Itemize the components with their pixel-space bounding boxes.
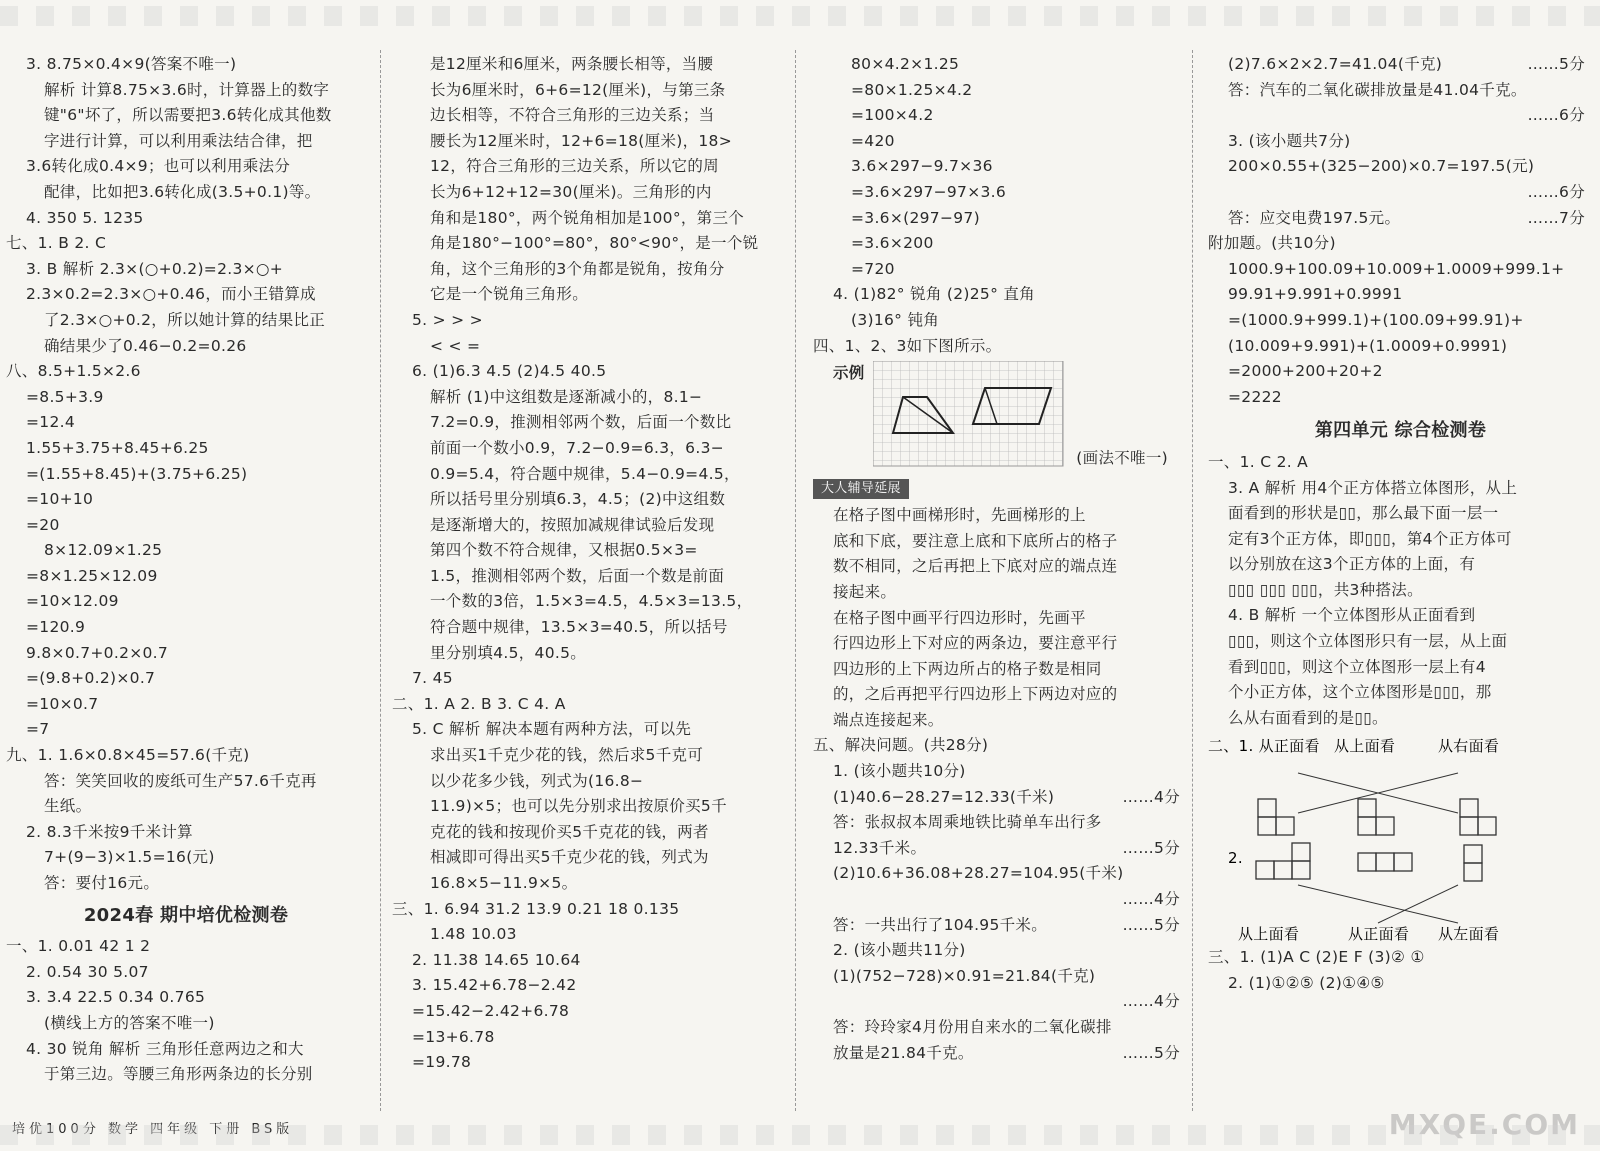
scored-line-points xyxy=(1585,78,1593,104)
text-line: 3.6×297−9.7×36 xyxy=(851,157,993,176)
scored-line xyxy=(813,887,1188,913)
text-line: =8×1.25×12.09 xyxy=(26,566,158,585)
text-line: 第四个数不符合规律，又根据0.5×3= xyxy=(430,541,698,560)
scored-line-text: (2)7.6×2×2.7=41.04(千克) xyxy=(1228,55,1443,73)
text-line: 答：笑笑回收的废纸可生产57.6千克再 xyxy=(44,771,317,790)
scored-line-text: (2)10.6+36.08+28.27=104.95(千米) xyxy=(833,864,1124,883)
scored-line-points: ……5分 xyxy=(1122,915,1180,934)
text-line: ▯▯▯，则这个立体图形只有一层，从上面 xyxy=(1228,632,1508,651)
text-line: =12.4 xyxy=(26,413,75,432)
text-line: 以分别放在这3个正方体的上面，有 xyxy=(1228,555,1476,574)
text-line: (3)16° 钝角 xyxy=(851,310,940,329)
text-line: 求出买1千克少花的钱，然后求5千克可 xyxy=(430,746,704,765)
page-footer: 培优100分 数学 四年级 下册 BS版 xyxy=(12,1122,294,1137)
text-line: 角，这个三角形的3个角都是锐角，按角分 xyxy=(430,259,725,278)
text-line: 个小正方体，这个立体图形是▯▯▯，那 xyxy=(1228,683,1492,702)
text-line: 3. 15.42+6.78−2.42 xyxy=(412,976,577,995)
text-line: 么从右面看到的是▯▯。 xyxy=(1228,708,1388,727)
text-line: 长为6厘米时，6+6=12(厘米)，与第三条 xyxy=(430,80,726,99)
text-line: 确结果少了0.46−0.2=0.26 xyxy=(44,336,247,355)
scored-line xyxy=(1208,180,1593,206)
text-line: 底和下底，要注意上底和下底所占的格子 xyxy=(833,531,1118,550)
scored-line-points xyxy=(1180,810,1188,836)
text-line: 3. 3.4 22.5 0.34 0.765 xyxy=(26,988,206,1007)
scored-line-text: 答：玲玲家4月份用自来水的二氧化碳排 xyxy=(833,1018,1112,1036)
text-line: 克花的钱和按现价买5千克花的钱，两者 xyxy=(430,822,709,841)
scored-line-text: 3. (该小题共7分) xyxy=(1228,131,1351,150)
text-line: =2000+200+20+2 xyxy=(1228,362,1383,381)
scored-line xyxy=(813,989,1188,1015)
scored-line-text: 答：汽车的二氧化碳排放量是41.04千克。 xyxy=(1228,80,1527,99)
top-wave-border xyxy=(0,6,1600,26)
text-line: =100×4.2 xyxy=(851,106,934,125)
text-line: 3. B 解析 2.3×(○+0.2)=2.3×○+ xyxy=(26,259,284,278)
text-line: =2222 xyxy=(1228,387,1282,406)
text-line: =7 xyxy=(26,720,50,739)
text-line: 字进行计算，可以利用乘法结合律，把 xyxy=(44,131,313,150)
text-line: =(1000.9+999.1)+(100.09+99.91)+ xyxy=(1228,310,1524,329)
text-line: 面看到的形状是▯▯，那么最下面一层一 xyxy=(1228,504,1499,523)
scored-line-text: (1)(752−728)×0.91=21.84(千克) xyxy=(833,966,1096,985)
text-line: 2.3×0.2=2.3×○+0.46，而小王错算成 xyxy=(26,285,316,304)
text-line: =19.78 xyxy=(412,1053,472,1072)
text-line: 看到▯▯▯，则这个立体图形一层上有4 xyxy=(1228,657,1486,676)
text-line: 它是一个锐角三角形。 xyxy=(430,285,589,304)
bottom-wave-border xyxy=(0,1125,1600,1145)
text-line: 三、1. 6.94 31.2 13.9 0.21 18 0.135 xyxy=(392,899,680,918)
scored-line-points xyxy=(1585,129,1593,155)
text-line: 1. (该小题共10分) xyxy=(833,762,966,781)
text-line: 所以括号里分别填6.3，4.5；(2)中这组数 xyxy=(430,490,726,509)
text-line: 3.6转化成0.4×9；也可以利用乘法分 xyxy=(26,157,291,176)
text-line: 了2.3×○+0.2，所以她计算的结果比正 xyxy=(44,310,326,329)
text-line: =20 xyxy=(26,515,60,534)
text-line: 是逐渐增大的，按照加减规律试验后发现 xyxy=(430,515,715,534)
scored-line-text: 12.33千米。 xyxy=(833,838,927,857)
text-line: 2. 8.3千米按9千米计算 xyxy=(26,822,193,841)
text-line: 八、8.5+1.5×2.6 xyxy=(6,362,141,381)
text-line: 6. (1)6.3 4.5 (2)4.5 40.5 xyxy=(412,362,607,381)
text-line: 一个数的3倍，1.5×3=4.5，4.5×3=13.5， xyxy=(430,592,753,611)
text-line: 1000.9+100.09+10.009+1.0009+999.1+ xyxy=(1228,259,1565,278)
text-line: 1.5，推测相邻两个数，后面一个数是前面 xyxy=(430,566,725,585)
text-line: 0.9=5.4，符合题中规律，5.4−0.9=4.5， xyxy=(430,464,740,483)
text-line: 七、1. B 2. C xyxy=(6,234,107,253)
scored-line-text: 答：应交电费197.5元。 xyxy=(1228,208,1401,227)
text-line: 12，符合三角形的三边关系，所以它的周 xyxy=(430,157,719,176)
example-figure xyxy=(813,361,1188,471)
scored-line xyxy=(813,810,1188,836)
text-line: 11.9)×5；也可以先分别求出按原价买5千 xyxy=(430,797,727,816)
text-line: 九、1. 1.6×0.8×45=57.6(千克) xyxy=(6,746,250,765)
text-line: 7. 45 xyxy=(412,669,453,688)
text-line: 角和是180°，两个锐角相加是100°，第三个 xyxy=(430,208,745,227)
scored-line-text: 答：张叔叔本周乘地铁比骑单车出行多 xyxy=(833,813,1102,832)
text-line: =10×12.09 xyxy=(26,592,119,611)
text-line: 4. B 解析 一个立体图形从正面看到 xyxy=(1228,606,1476,625)
scored-line xyxy=(1208,78,1593,104)
text-line: 1.55+3.75+8.45+6.25 xyxy=(26,438,209,457)
views-diagram xyxy=(1208,733,1593,943)
scored-line-text: 200×0.55+(325−200)×0.7=197.5(元) xyxy=(1228,157,1535,176)
text-line: 80×4.2×1.25 xyxy=(851,55,960,73)
text-line: =120.9 xyxy=(26,618,86,637)
text-line: 5. C 解析 解决本题有两种方法，可以先 xyxy=(412,720,692,739)
text-line: 四边形的上下两边所占的格子数是相同 xyxy=(833,659,1102,678)
text-line: 生纸。 xyxy=(44,797,92,816)
text-line: 腰长为12厘米时，12+6=18(厘米)，18> xyxy=(430,131,733,150)
scored-line-points xyxy=(1180,964,1188,990)
text-line: 二、1. A 2. B 3. C 4. A xyxy=(392,694,566,713)
scored-line-text: 2. (该小题共11分) xyxy=(833,941,966,960)
text-line: =15.42−2.42+6.78 xyxy=(412,1001,570,1020)
scored-line-points: ……5分 xyxy=(1122,1043,1180,1062)
text-line: 符合题中规律，13.5×3=40.5，所以括号 xyxy=(430,618,728,637)
text-line: 1.48 10.03 xyxy=(430,925,517,944)
text-line: 前面一个数小0.9，7.2−0.9=6.3，6.3− xyxy=(430,438,725,457)
scored-line xyxy=(813,836,1188,862)
text-line: 一、1. C 2. A xyxy=(1208,452,1309,471)
text-line: 一、1. 0.01 42 1 2 xyxy=(6,937,151,956)
text-line: 3. 8.75×0.4×9(答案不唯一) xyxy=(26,55,237,73)
text-line: =(1.55+8.45)+(3.75+6.25) xyxy=(26,464,248,483)
text-line: 解析 计算8.75×3.6时，计算器上的数字 xyxy=(44,80,330,99)
scored-line-points xyxy=(1180,1015,1188,1041)
scored-line xyxy=(1208,206,1593,232)
text-line: 2. 11.38 14.65 10.64 xyxy=(412,950,581,969)
grid-trapezoid-parallelogram xyxy=(873,361,1073,469)
text-line: =10+10 xyxy=(26,490,94,509)
scored-line-points: ……5分 xyxy=(1122,838,1180,857)
text-line: 五、解决问题。(共28分) xyxy=(813,736,989,755)
text-line: =10×0.7 xyxy=(26,694,99,713)
text-line: 解析 (1)中这组数是逐渐减小的，8.1− xyxy=(430,387,703,406)
views-bottom-label-1: 从上面看 xyxy=(1238,925,1300,944)
text-line: =720 xyxy=(851,259,895,278)
column-1 xyxy=(6,52,366,1111)
text-line: 9.8×0.7+0.2×0.7 xyxy=(26,643,169,662)
text-line: 接起来。 xyxy=(833,582,897,601)
text-line: =3.6×297−97×3.6 xyxy=(851,182,1007,201)
text-line: 4. (1)82° 锐角 (2)25° 直角 xyxy=(833,285,1035,304)
scored-line-points xyxy=(1180,861,1188,887)
views-top-label-1: 二、1. 从正面看 xyxy=(1208,737,1320,756)
watermark: MXQE.COM xyxy=(1388,1108,1580,1141)
scored-line-text: 放量是21.84千克。 xyxy=(833,1043,974,1062)
scored-line xyxy=(813,1041,1188,1067)
text-line: 三、1. (1)A C (2)E F (3)② ① xyxy=(1208,948,1425,967)
text-line: =80×1.25×4.2 xyxy=(851,80,973,99)
scored-line-points: ……4分 xyxy=(1122,992,1180,1011)
scored-line xyxy=(813,964,1188,990)
views-q2-label: 2. xyxy=(1228,849,1243,868)
text-line: 在格子图中画平行四边形时，先画平 xyxy=(833,608,1086,627)
text-line: 4. 30 锐角 解析 三角形任意两边之和大 xyxy=(26,1039,304,1058)
figure-note: (画法不唯一) xyxy=(1076,448,1168,467)
text-line: 里分别填4.5，40.5。 xyxy=(430,643,587,662)
text-line: =13+6.78 xyxy=(412,1027,495,1046)
text-line: 7.2=0.9，推测相邻两个数，后面一个数比 xyxy=(430,413,732,432)
scored-line-text: 答：一共出行了104.95千米。 xyxy=(833,915,1048,934)
views-top-label-2: 从上面看 xyxy=(1334,737,1396,756)
text-line: 4. 350 5. 1235 xyxy=(26,208,144,227)
views-bottom-label-2: 从正面看 xyxy=(1348,925,1410,944)
views-matching-figure xyxy=(1208,733,1593,943)
text-line: 相减即可得出买5千克少花的钱，列式为 xyxy=(430,848,709,867)
text-line: 是12厘米和6厘米，两条腰长相等，当腰 xyxy=(430,55,714,73)
figure-label: 示例 xyxy=(833,364,865,383)
text-line: < < = xyxy=(430,336,481,355)
scored-line xyxy=(1208,129,1593,155)
text-line: 四、1、2、3如下图所示。 xyxy=(813,336,1002,355)
text-line: 以少花多少钱，列式为(16.8− xyxy=(430,771,644,790)
text-line: 8×12.09×1.25 xyxy=(44,541,163,560)
scored-line-text: (1)40.6−28.27=12.33(千米) xyxy=(833,787,1055,806)
scored-line-points: ……6分 xyxy=(1527,182,1585,201)
text-line: 在格子图中画梯形时，先画梯形的上 xyxy=(833,506,1086,525)
column-2 xyxy=(392,52,767,1111)
text-line: 的，之后再把平行四边形上下两边对应的 xyxy=(833,685,1118,704)
text-line: 7+(9−3)×1.5=16(元) xyxy=(44,848,215,867)
scored-line-points: ……4分 xyxy=(1122,890,1180,909)
views-top-label-3: 从右面看 xyxy=(1438,737,1500,756)
text-line: 答：要付16元。 xyxy=(44,874,160,892)
text-line: 16.8×5−11.9×5。 xyxy=(430,874,578,892)
tip-badge: 大人辅导延展 xyxy=(813,479,909,499)
scored-line-points: ……5分 xyxy=(1527,55,1585,73)
views-bottom-label-3: 从左面看 xyxy=(1438,925,1500,944)
text-line: 2. 0.54 30 5.07 xyxy=(26,962,149,981)
column-divider xyxy=(380,50,381,1111)
text-line: 于第三边。等腰三角形两条边的长分别 xyxy=(44,1065,313,1084)
text-line: (10.009+9.991)+(1.0009+0.9991) xyxy=(1228,336,1508,355)
text-line: (横线上方的答案不唯一) xyxy=(44,1013,215,1032)
scored-line-points xyxy=(1585,154,1593,180)
scored-line-points: ……6分 xyxy=(1527,106,1585,125)
scored-line xyxy=(1208,103,1593,129)
scored-line-points: ……4分 xyxy=(1122,787,1180,806)
text-line: 行四边形上下对应的两条边，要注意平行 xyxy=(833,634,1118,653)
text-line: =3.6×(297−97) xyxy=(851,208,980,227)
column-3 xyxy=(813,52,1188,1111)
text-line: =8.5+3.9 xyxy=(26,387,104,406)
text-line: ▯▯▯ ▯▯▯ ▯▯▯，共3种搭法。 xyxy=(1228,580,1423,599)
scored-line-points: ……7分 xyxy=(1527,208,1585,227)
scored-line xyxy=(1208,52,1593,78)
text-line: =420 xyxy=(851,131,895,150)
text-line: =3.6×200 xyxy=(851,234,934,253)
text-line: 2. (1)①②⑤ (2)①④⑤ xyxy=(1228,974,1385,993)
column-divider xyxy=(1192,50,1193,1111)
text-line: 定有3个正方体，即▯▯▯，第4个正方体可 xyxy=(1228,529,1512,548)
text-line: 附加题。(共10分) xyxy=(1208,234,1336,253)
scored-line xyxy=(1208,154,1593,180)
scored-line-points xyxy=(1180,938,1188,964)
text-line: 长为6+12+12=30(厘米)。三角形的内 xyxy=(430,182,712,201)
scored-line xyxy=(813,1015,1188,1041)
text-line: 配律，比如把3.6转化成(3.5+0.1)等。 xyxy=(44,182,321,201)
scored-line xyxy=(813,861,1188,887)
text-line: 3. A 解析 用4个正方体搭立体图形，从上 xyxy=(1228,478,1518,497)
column-divider xyxy=(795,50,796,1111)
scored-line xyxy=(813,938,1188,964)
text-line: 键"6"坏了，所以需要把3.6转化成其他数 xyxy=(44,106,332,125)
text-line: 5. > > > xyxy=(412,310,483,329)
scored-line xyxy=(813,913,1188,939)
text-line: 99.91+9.991+0.9991 xyxy=(1228,285,1403,304)
text-line: 边长相等，不符合三角形的三边关系；当 xyxy=(430,106,715,125)
text-line: 2024春 期中培优检测卷 xyxy=(83,904,289,926)
text-line: =(9.8+0.2)×0.7 xyxy=(26,669,156,688)
text-line: 角是180°−100°=80°，80°<90°，是一个锐 xyxy=(430,234,759,253)
text-line: 端点连接起来。 xyxy=(833,710,944,729)
section-title: 第四单元 综合检测卷 xyxy=(1314,420,1487,442)
text-line: 数不相同，之后再把上下底对应的端点连 xyxy=(833,557,1118,576)
column-4 xyxy=(1208,52,1593,1111)
scored-line xyxy=(813,785,1188,811)
